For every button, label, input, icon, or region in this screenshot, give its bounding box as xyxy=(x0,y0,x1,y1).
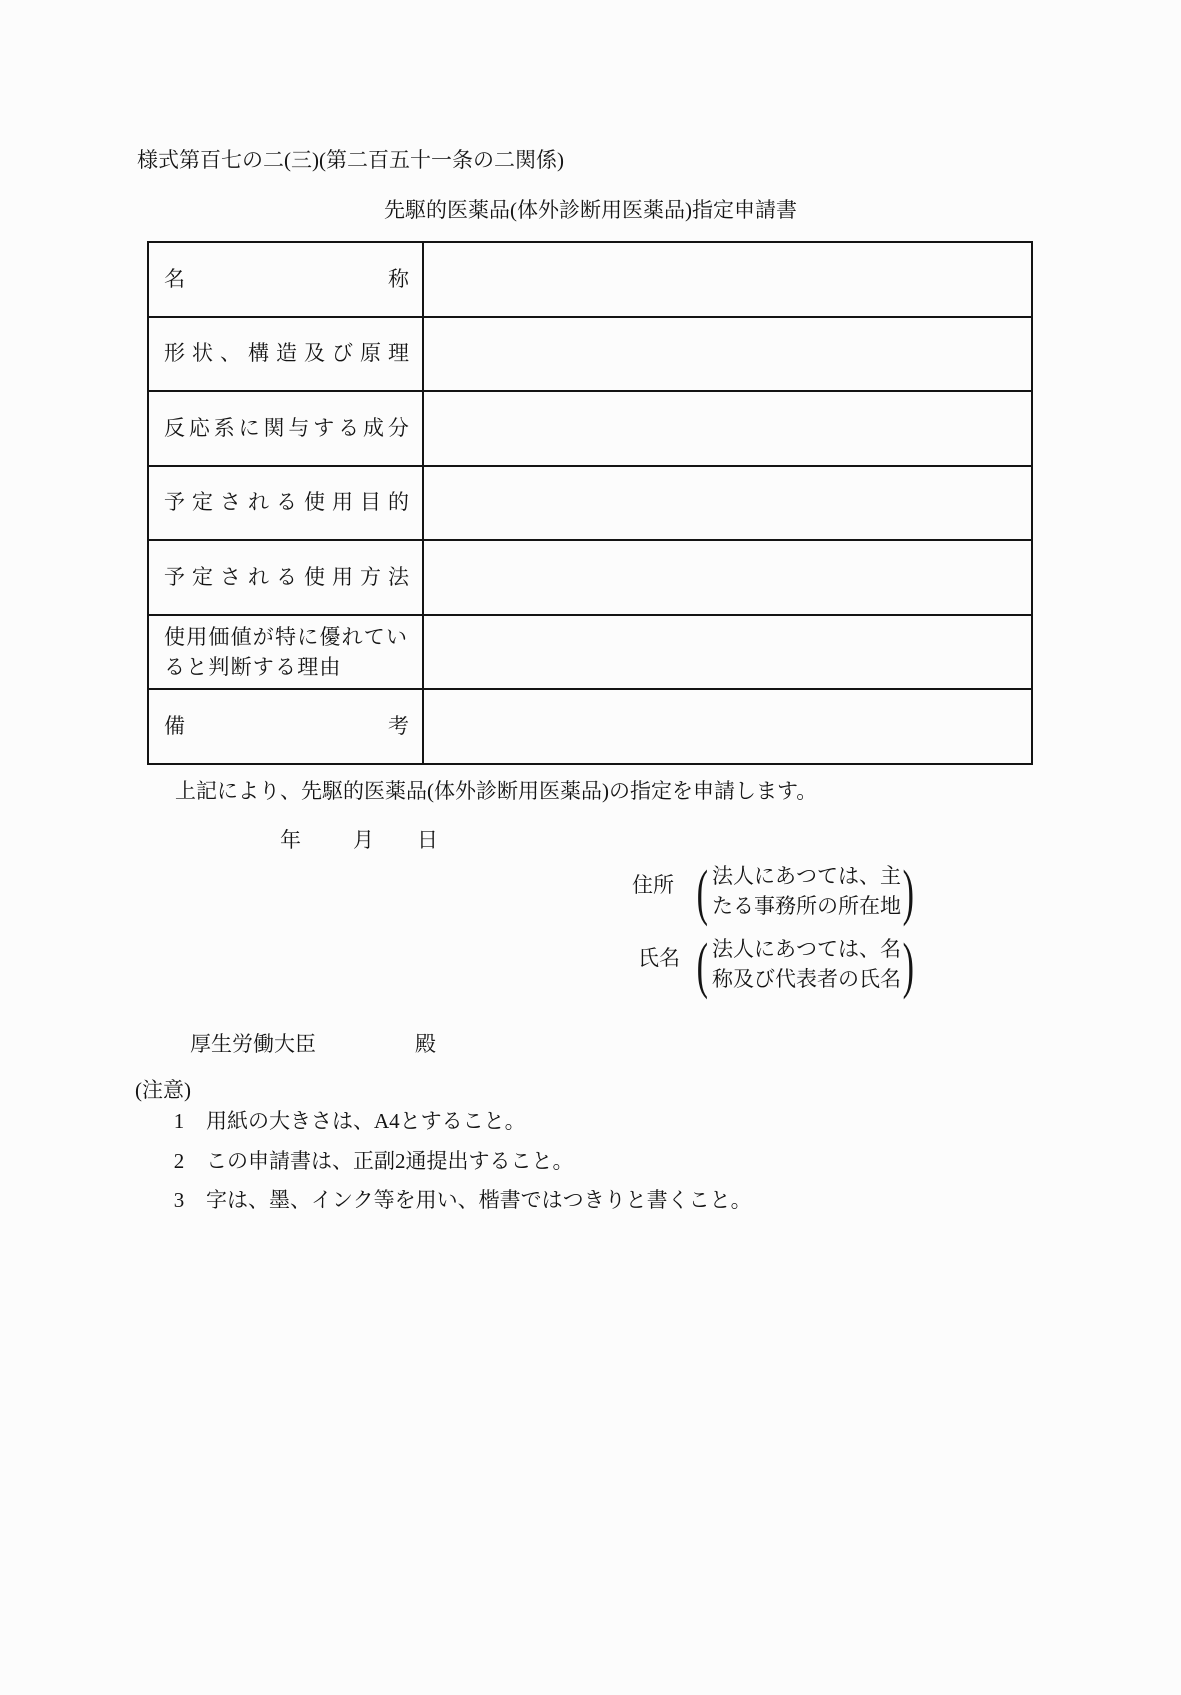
table-row-structure xyxy=(148,317,1032,392)
address-note-line1: 法人にあつては、主 xyxy=(712,864,901,888)
table-row-reason xyxy=(148,615,1032,690)
address-open-bracket: ( xyxy=(696,859,709,927)
row-label-purpose xyxy=(148,466,423,541)
address-close-bracket: ) xyxy=(902,859,915,927)
date-line xyxy=(280,827,438,854)
table-row-remarks xyxy=(148,689,1032,764)
name-note xyxy=(712,934,901,994)
row-value-remarks xyxy=(423,689,1032,764)
recipient-line xyxy=(190,1031,436,1058)
table-row-method xyxy=(148,540,1032,615)
row-label-text: 予 定 さ れ る 使 用 目 的 xyxy=(164,490,409,515)
row-label-text: 名 称 xyxy=(164,266,409,291)
notes-heading: (注意) xyxy=(135,1078,191,1102)
minister-label: 厚生労働大臣 xyxy=(190,1032,316,1056)
row-label-text: 形 状 、 構 造 及 び 原 理 xyxy=(164,341,409,366)
note-text: 用紙の大きさは、A4とすること。 xyxy=(206,1109,526,1133)
table-row-purpose xyxy=(148,466,1032,541)
date-month-label: 月 xyxy=(353,828,374,852)
note-item-3 xyxy=(172,1187,752,1214)
row-label-text: 使用価値が特に優れていると判断する理由 xyxy=(164,624,409,679)
row-label-text: 備 考 xyxy=(164,713,409,738)
address-note-line2: たる事務所の所在地 xyxy=(712,894,901,918)
row-label-text: 反 応 系 に 関 与 す る 成 分 xyxy=(164,415,409,440)
row-label-name xyxy=(148,242,423,317)
address-label: 住所 xyxy=(632,873,674,897)
honorific-label: 殿 xyxy=(415,1032,436,1056)
row-label-components xyxy=(148,391,423,466)
date-year-label: 年 xyxy=(280,828,301,852)
note-item-1 xyxy=(172,1108,526,1135)
address-note xyxy=(712,861,901,921)
table-row-name xyxy=(148,242,1032,317)
note-item-2 xyxy=(172,1148,574,1175)
application-table xyxy=(147,241,1033,765)
name-open-bracket: ( xyxy=(696,932,709,1000)
row-label-text: 予 定 さ れ る 使 用 方 法 xyxy=(164,564,409,589)
note-number: 1 xyxy=(173,1109,185,1133)
name-note-line2: 称及び代表者の氏名 xyxy=(712,967,901,991)
row-value-method xyxy=(423,540,1032,615)
form-number: 様式第百七の二(三)(第二百五十一条の二関係) xyxy=(137,148,564,172)
form-title: 先駆的医薬品(体外診断用医薬品)指定申請書 xyxy=(384,198,797,222)
note-text: 字は、墨、インク等を用い、楷書ではつきりと書くこと。 xyxy=(206,1188,752,1212)
row-label-method xyxy=(148,540,423,615)
date-day-label: 日 xyxy=(417,828,438,852)
name-close-bracket: ) xyxy=(902,932,915,1000)
note-number: 3 xyxy=(173,1188,185,1212)
table-row-components xyxy=(148,391,1032,466)
row-value-purpose xyxy=(423,466,1032,541)
row-label-remarks xyxy=(148,689,423,764)
row-label-reason xyxy=(148,615,423,690)
row-value-name xyxy=(423,242,1032,317)
row-value-reason xyxy=(423,615,1032,690)
name-note-line1: 法人にあつては、名 xyxy=(712,937,901,961)
application-statement: 上記により、先駆的医薬品(体外診断用医薬品)の指定を申請します。 xyxy=(175,779,818,803)
row-value-components xyxy=(423,391,1032,466)
row-label-structure xyxy=(148,317,423,392)
note-text: この申請書は、正副2通提出すること。 xyxy=(206,1149,574,1173)
row-value-structure xyxy=(423,317,1032,392)
name-label: 氏名 xyxy=(638,946,680,970)
note-number: 2 xyxy=(173,1149,185,1173)
